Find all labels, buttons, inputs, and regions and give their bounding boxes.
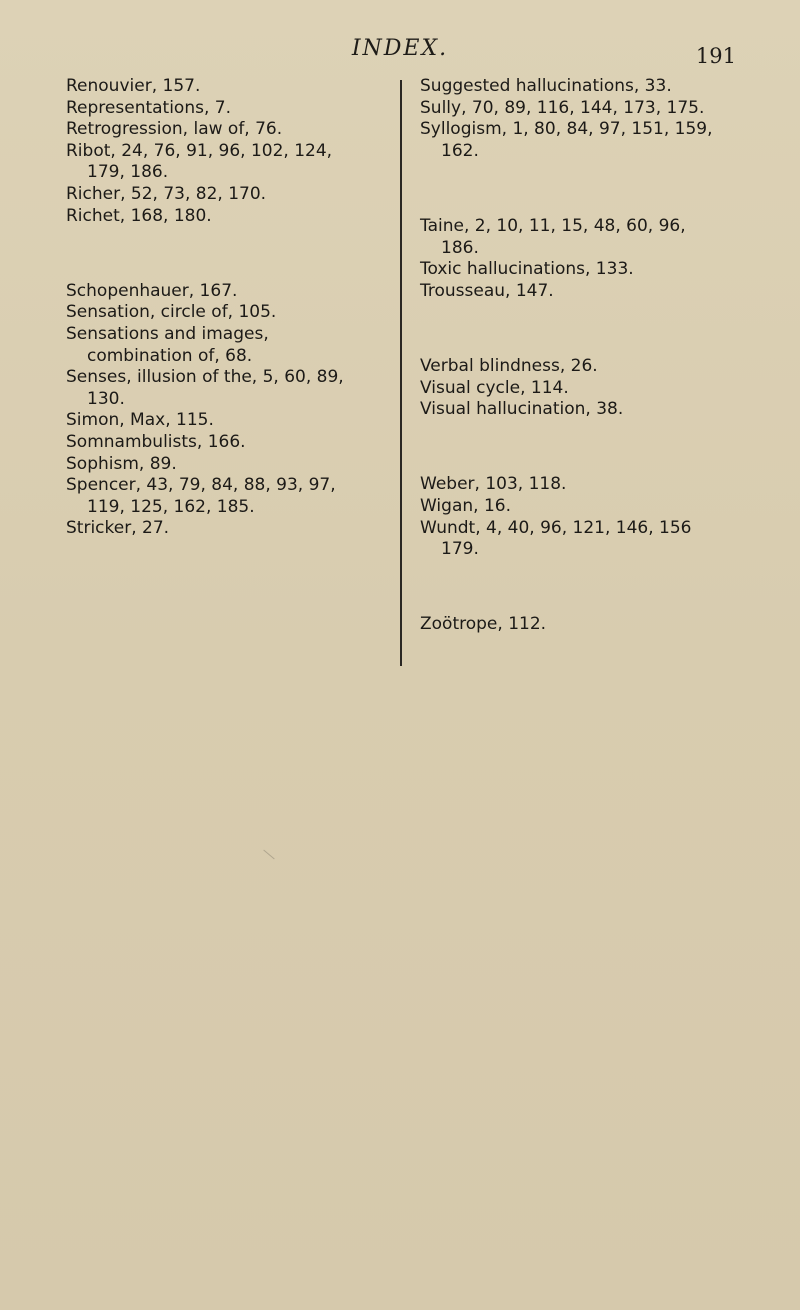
index-entry: Sully, 70, 89, 116, 144, 173, 175. [420,97,705,118]
index-entry: Zoötrope, 112. [420,614,547,635]
index-entry: Sensation, circle of, 105. [66,302,277,323]
index-entry: Stricker, 27. [66,518,170,539]
index-entry: Sophism, 89. [66,453,177,474]
index-entry: Spencer, 43, 79, 84, 88, 93, 97, 119, 125, 162, 185. [66,475,336,517]
index-entry: Simon, Max, 115. [66,410,214,431]
index-entry: Ribot, 24, 76, 91, 96, 102, 124, 179, 186. [66,140,333,183]
index-entry: Visual hallucination, 38. [420,399,624,420]
index-entry: Wigan, 16. [420,495,511,516]
section-gap [420,437,720,459]
column-divider [400,80,402,666]
index-entry: Wundt, 4, 40, 96, 121, 146, 156 179. [420,517,692,560]
index-entry: Renouvier, 157. [66,76,201,96]
index-column-right [420,76,720,636]
index-entry: Richet, 168, 180. [66,205,212,226]
section-gap [420,577,720,599]
index-entry: Suggested hallucinations, 33. [420,76,672,96]
index-entry: Visual cycle, 114. [420,377,569,398]
index-entry: Syllogism, 1, 80, 84, 97, 151, 159, 162. [420,119,713,161]
running-head: INDEX. [351,36,449,61]
index-entry: Representations, 7. [66,97,231,118]
page-number: 191 [695,44,736,68]
index-entry: Retrogression, law of, 76. [66,119,283,140]
index-entry: Weber, 103, 118. [420,474,567,495]
index-entry: Somnambulists, 166. [66,431,246,452]
section-gap [66,243,366,265]
index-column-left [66,76,366,540]
index-entry: Verbal blindness, 26. [420,355,598,376]
section-gap [420,318,720,340]
index-entry: Sensations and images, combination of, 68. [66,323,269,366]
index-entry: Taine, 2, 10, 11, 15, 48, 60, 96, 186. [420,215,686,258]
index-entry: Richer, 52, 73, 82, 170. [66,183,267,204]
paper-speck [263,850,274,860]
index-entry: Schopenhauer, 167. [66,280,238,301]
section-gap [420,178,720,200]
index-entry: Trousseau, 147. [420,280,554,301]
index-entry: Senses, illusion of the, 5, 60, 89, 130. [66,367,344,409]
index-entry: Toxic hallucinations, 133. [420,259,634,280]
